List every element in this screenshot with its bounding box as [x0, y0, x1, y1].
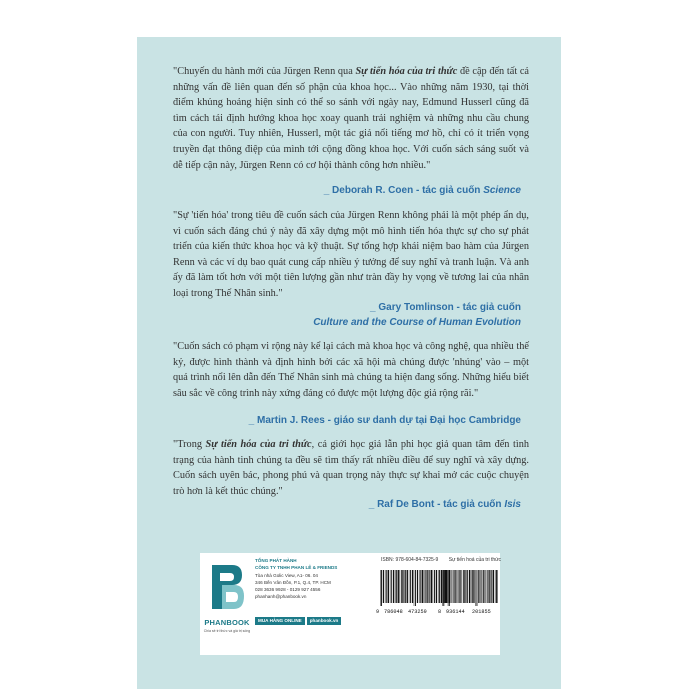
publisher-logo — [202, 557, 251, 643]
quote-text: "Chuyến du hành mới của Jürgen Renn qua — [173, 66, 356, 77]
review-quote-2 — [173, 208, 529, 302]
distributor-heading: TỔNG PHÁT HÀNH — [255, 558, 297, 563]
barcode-icon — [376, 570, 498, 606]
barcode-digit-group: 8 — [438, 609, 442, 615]
review-quote-3 — [173, 339, 529, 401]
logo-tagline: Chia sẻ tri thức và giá trị sống — [203, 629, 251, 633]
author-work: Culture and the Course of Human Evolution — [313, 317, 521, 328]
quote-text: đề cập đến tất cả những vấn đề liên quan đến số phận của khoa học... Vào những năm 1930, tại thời điểm khủng hoảng hiện sinh có thể so sánh với ngày nay, Edmund Husserl cũng đã tìm cách tái định hướng khoa học xoay quanh trải nghiệm và những nhu cầu chung của con người. Tuy nhiên, Husserl, một tác giả nổi tiếng mơ hồ, chỉ có ít triển vọng truyền đạt thông điệp của mình tới cộng đồng khoa học. Với cuốn sách sáng suốt và dễ tiếp cận này, Jürgen Renn có cơ hội thành công hơn nhiều." — [173, 66, 529, 171]
review-author-1 — [161, 184, 521, 198]
phanbook-logo-icon — [206, 559, 246, 617]
book-title-ref: Sự tiến hóa của tri thức — [205, 439, 312, 450]
distributor-phone: 028 3636 9928 - 0129 927 4556 — [255, 587, 321, 593]
author-work: Isis — [504, 499, 521, 510]
barcode-digit-group: 9 — [376, 609, 380, 615]
isbn-text: ISBN: 978-604-84-7325-9 — [381, 557, 439, 563]
distributor-email: phanhanh@phanbook.vn — [255, 594, 307, 600]
buy-online-label: MUA HÀNG ONLINE — [255, 617, 305, 625]
distributor-address: Tòa nhà Golic View, A1- 06. 04 — [255, 572, 318, 578]
quote-text: "Sự 'tiến hóa' trong tiêu đề cuốn sách của Jürgen Renn không phải là một phép ẩn dụ, vì cuốn sách đáng chú ý này đã xây dựng một mô hình tiến hóa thực sự cho sự phát triển của kiến thức khoa học và kỹ thuật. Sự tổng hợp khái niệm bao hàm của Jürgen Renn và các ví dụ bao quát cung cấp nhiều ý tưởng để suy nghĩ và tranh luận. Và anh ấy đã làm tốt hơn với một tiên lượng gần như tràn đầy hy vọng về tương lai của nhân loại trong Thế Nhân sinh." — [173, 210, 529, 299]
logo-name: PHANBOOK — [204, 618, 250, 627]
quote-text: "Cuốn sách có phạm vi rộng này kể lại cách mà khoa học và công nghệ, qua nhiều thế kỷ, được hình thành và định hình bởi các xã hội mà chúng được 'nhúng' vào – một quá trình nổi lên dẫn đến Thế Nhân sinh mà chúng ta hiện đang sống. Những hiểu biết sâu sắc về công trình này xứng đáng có được một lượng độc giả rộng rãi." — [173, 341, 529, 399]
isbn-row — [381, 557, 501, 563]
author-work: Science — [483, 185, 521, 196]
quote-text: "Trong — [173, 439, 206, 450]
author-name: _ Deborah R. Coen - tác giả cuốn — [323, 185, 484, 196]
review-quote-4 — [173, 437, 529, 499]
publisher-footer — [200, 553, 500, 655]
review-quote-1 — [173, 64, 529, 173]
distributor-address: 346 Bến Vân Đồn, P.1, Q.4, TP. HCM — [255, 579, 331, 585]
author-name: _ Gary Tomlinson - tác giả cuốn — [370, 302, 521, 313]
distributor-info — [255, 557, 373, 601]
author-name: _ Martin J. Rees - giáo sư danh dự tại Đại học Cambridge — [248, 415, 521, 426]
review-author-3 — [161, 414, 521, 428]
buy-online — [255, 617, 369, 625]
barcode-digit-group: 786048 — [384, 609, 403, 615]
book-short-title: Sự tiến hoá của tri thức — [448, 557, 501, 563]
book-title-ref: Sự tiến hóa của tri thức — [355, 66, 458, 77]
buy-online-site: phanbook.vn — [307, 617, 342, 625]
quote-text: , cả giới học giả lẫn phi học giả quan tâm đến tình trạng của hành tinh chúng ta đều sẽ tìm thấy rất nhiều điều để suy nghĩ và xây dựng. Cuốn sách uyên bác, phong phú và quan trọng này thực sự khai mở các cuộc chuyện trò hơn là kết thúc chúng." — [173, 439, 529, 497]
distributor-company: CÔNG TY TNHH PHAN LÊ & FRIENDS — [255, 565, 338, 571]
barcode-digit-group: 473259 — [408, 609, 427, 615]
author-name: _ Raf De Bont - tác giả cuốn — [368, 499, 505, 510]
review-author-2 — [161, 300, 521, 330]
barcode-digit-group: 201855 — [472, 609, 491, 615]
review-author-4 — [161, 498, 521, 512]
barcode-digit-group: 936144 — [446, 609, 465, 615]
